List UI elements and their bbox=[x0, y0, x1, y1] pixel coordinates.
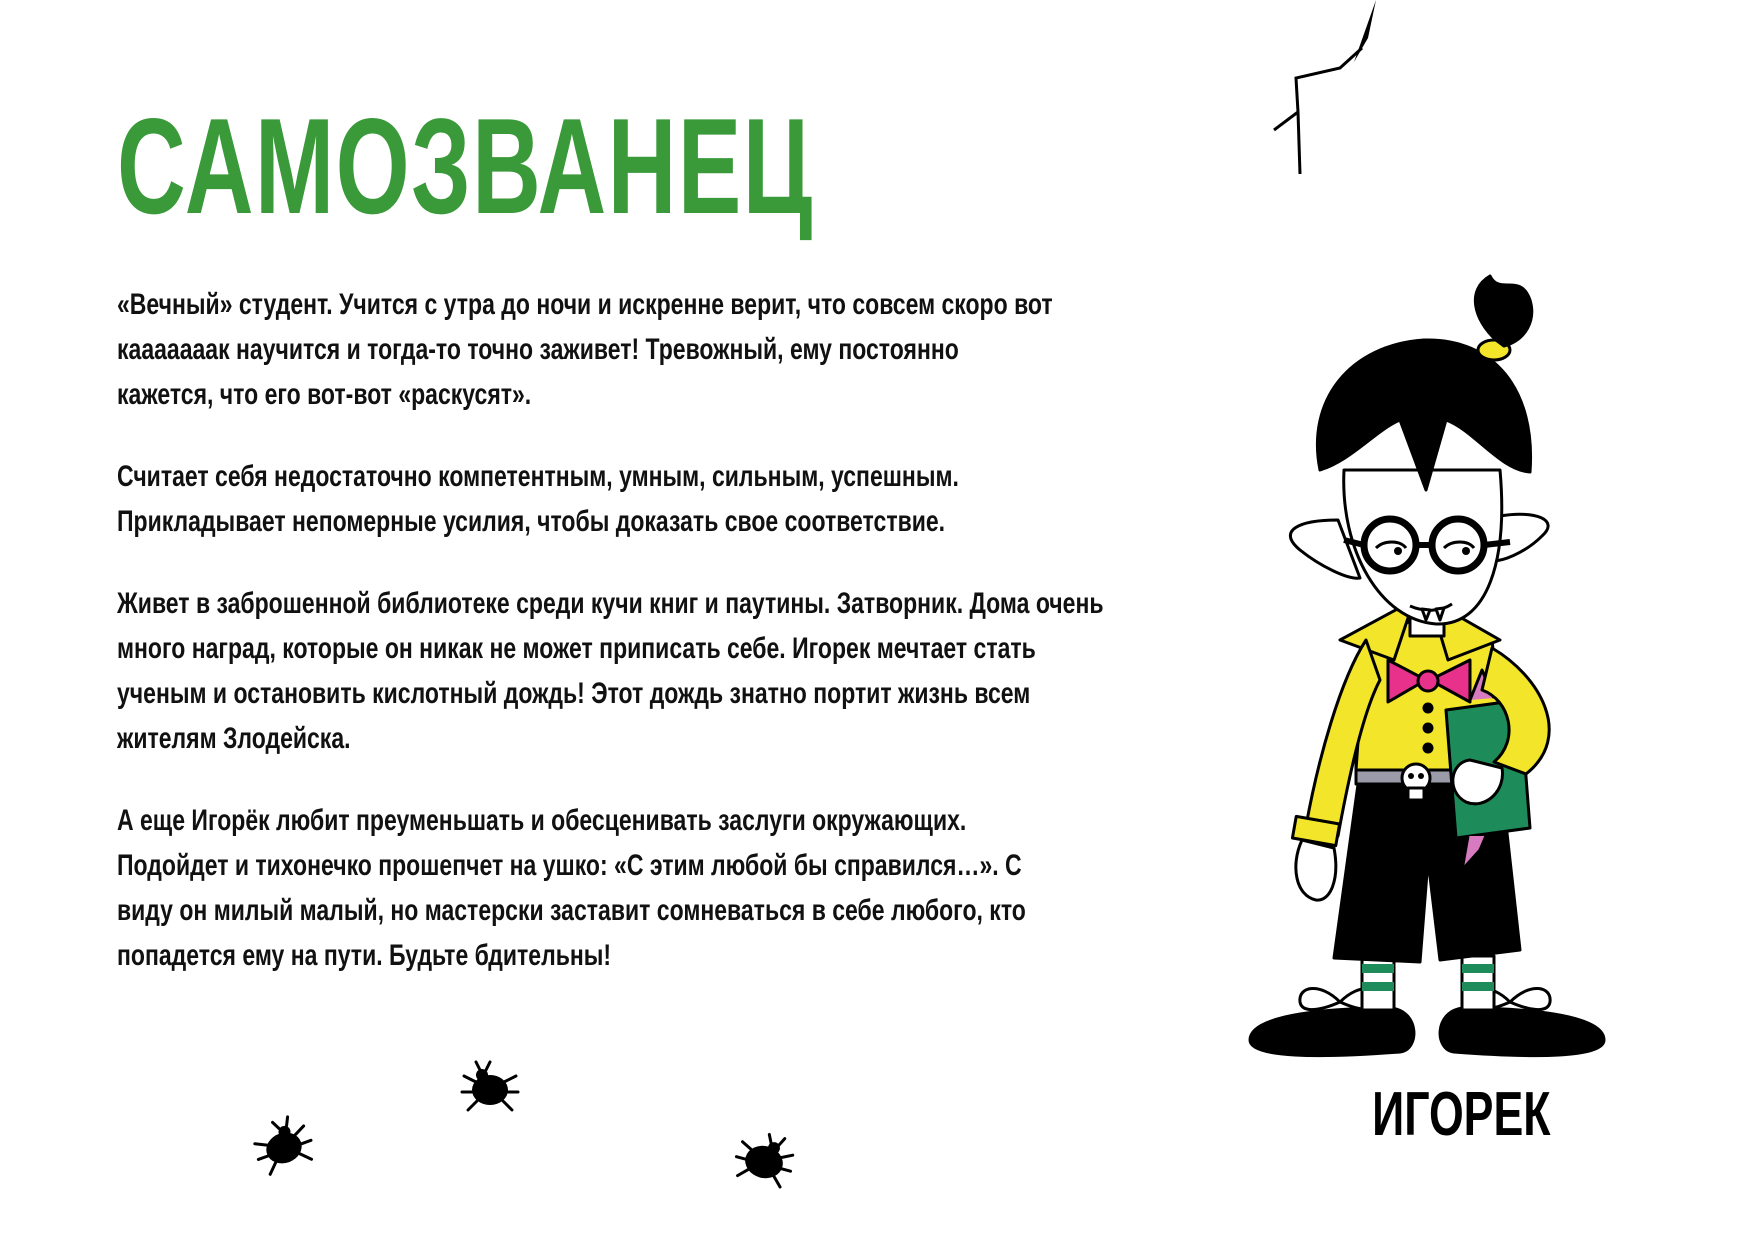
character-illustration bbox=[1250, 276, 1604, 1056]
paragraph-1: «Вечный» студент. Учится с утра до ночи и искренне верит, что совсем скоро вот кааааааак научится и тогда-то точно заживет! Тревожный, ему постоянно кажется, что его вот-вот «раскусят». bbox=[117, 288, 1053, 411]
lightning-icon bbox=[1274, 0, 1376, 174]
paragraph-3: Живет в заброшенной библиотеке среди кучи книг и паутины. Затворник. Дома очень много наград, которые он никак не может приписать себе. Игорек мечтает стать ученым и остановить кислотный дождь! Этот дождь знатно портит жизнь всем жителям Злодейска. bbox=[117, 587, 1104, 755]
bug-icon bbox=[732, 1128, 799, 1189]
paragraph-4: А еще Игорёк любит преуменьшать и обесценивать заслуги окружающих. Подойдет и тихонечко прошепчет на ушко: «С этим любой бы справился…». С виду он милый малый, но мастерски заставит сомневаться в себе любого, кто попадется ему на пути. Будьте бдительны! bbox=[117, 804, 1026, 972]
character-name: ИГОРЕК bbox=[1372, 1080, 1551, 1149]
bug-icon bbox=[248, 1112, 317, 1176]
page-title: САМОЗВАНЕЦ bbox=[117, 90, 814, 242]
bug-icon bbox=[462, 1062, 518, 1110]
paragraph-2: Считает себя недостаточно компетентным, умным, сильным, успешным. Прикладывает непомерные усилия, чтобы доказать свое соответствие. bbox=[117, 460, 959, 538]
